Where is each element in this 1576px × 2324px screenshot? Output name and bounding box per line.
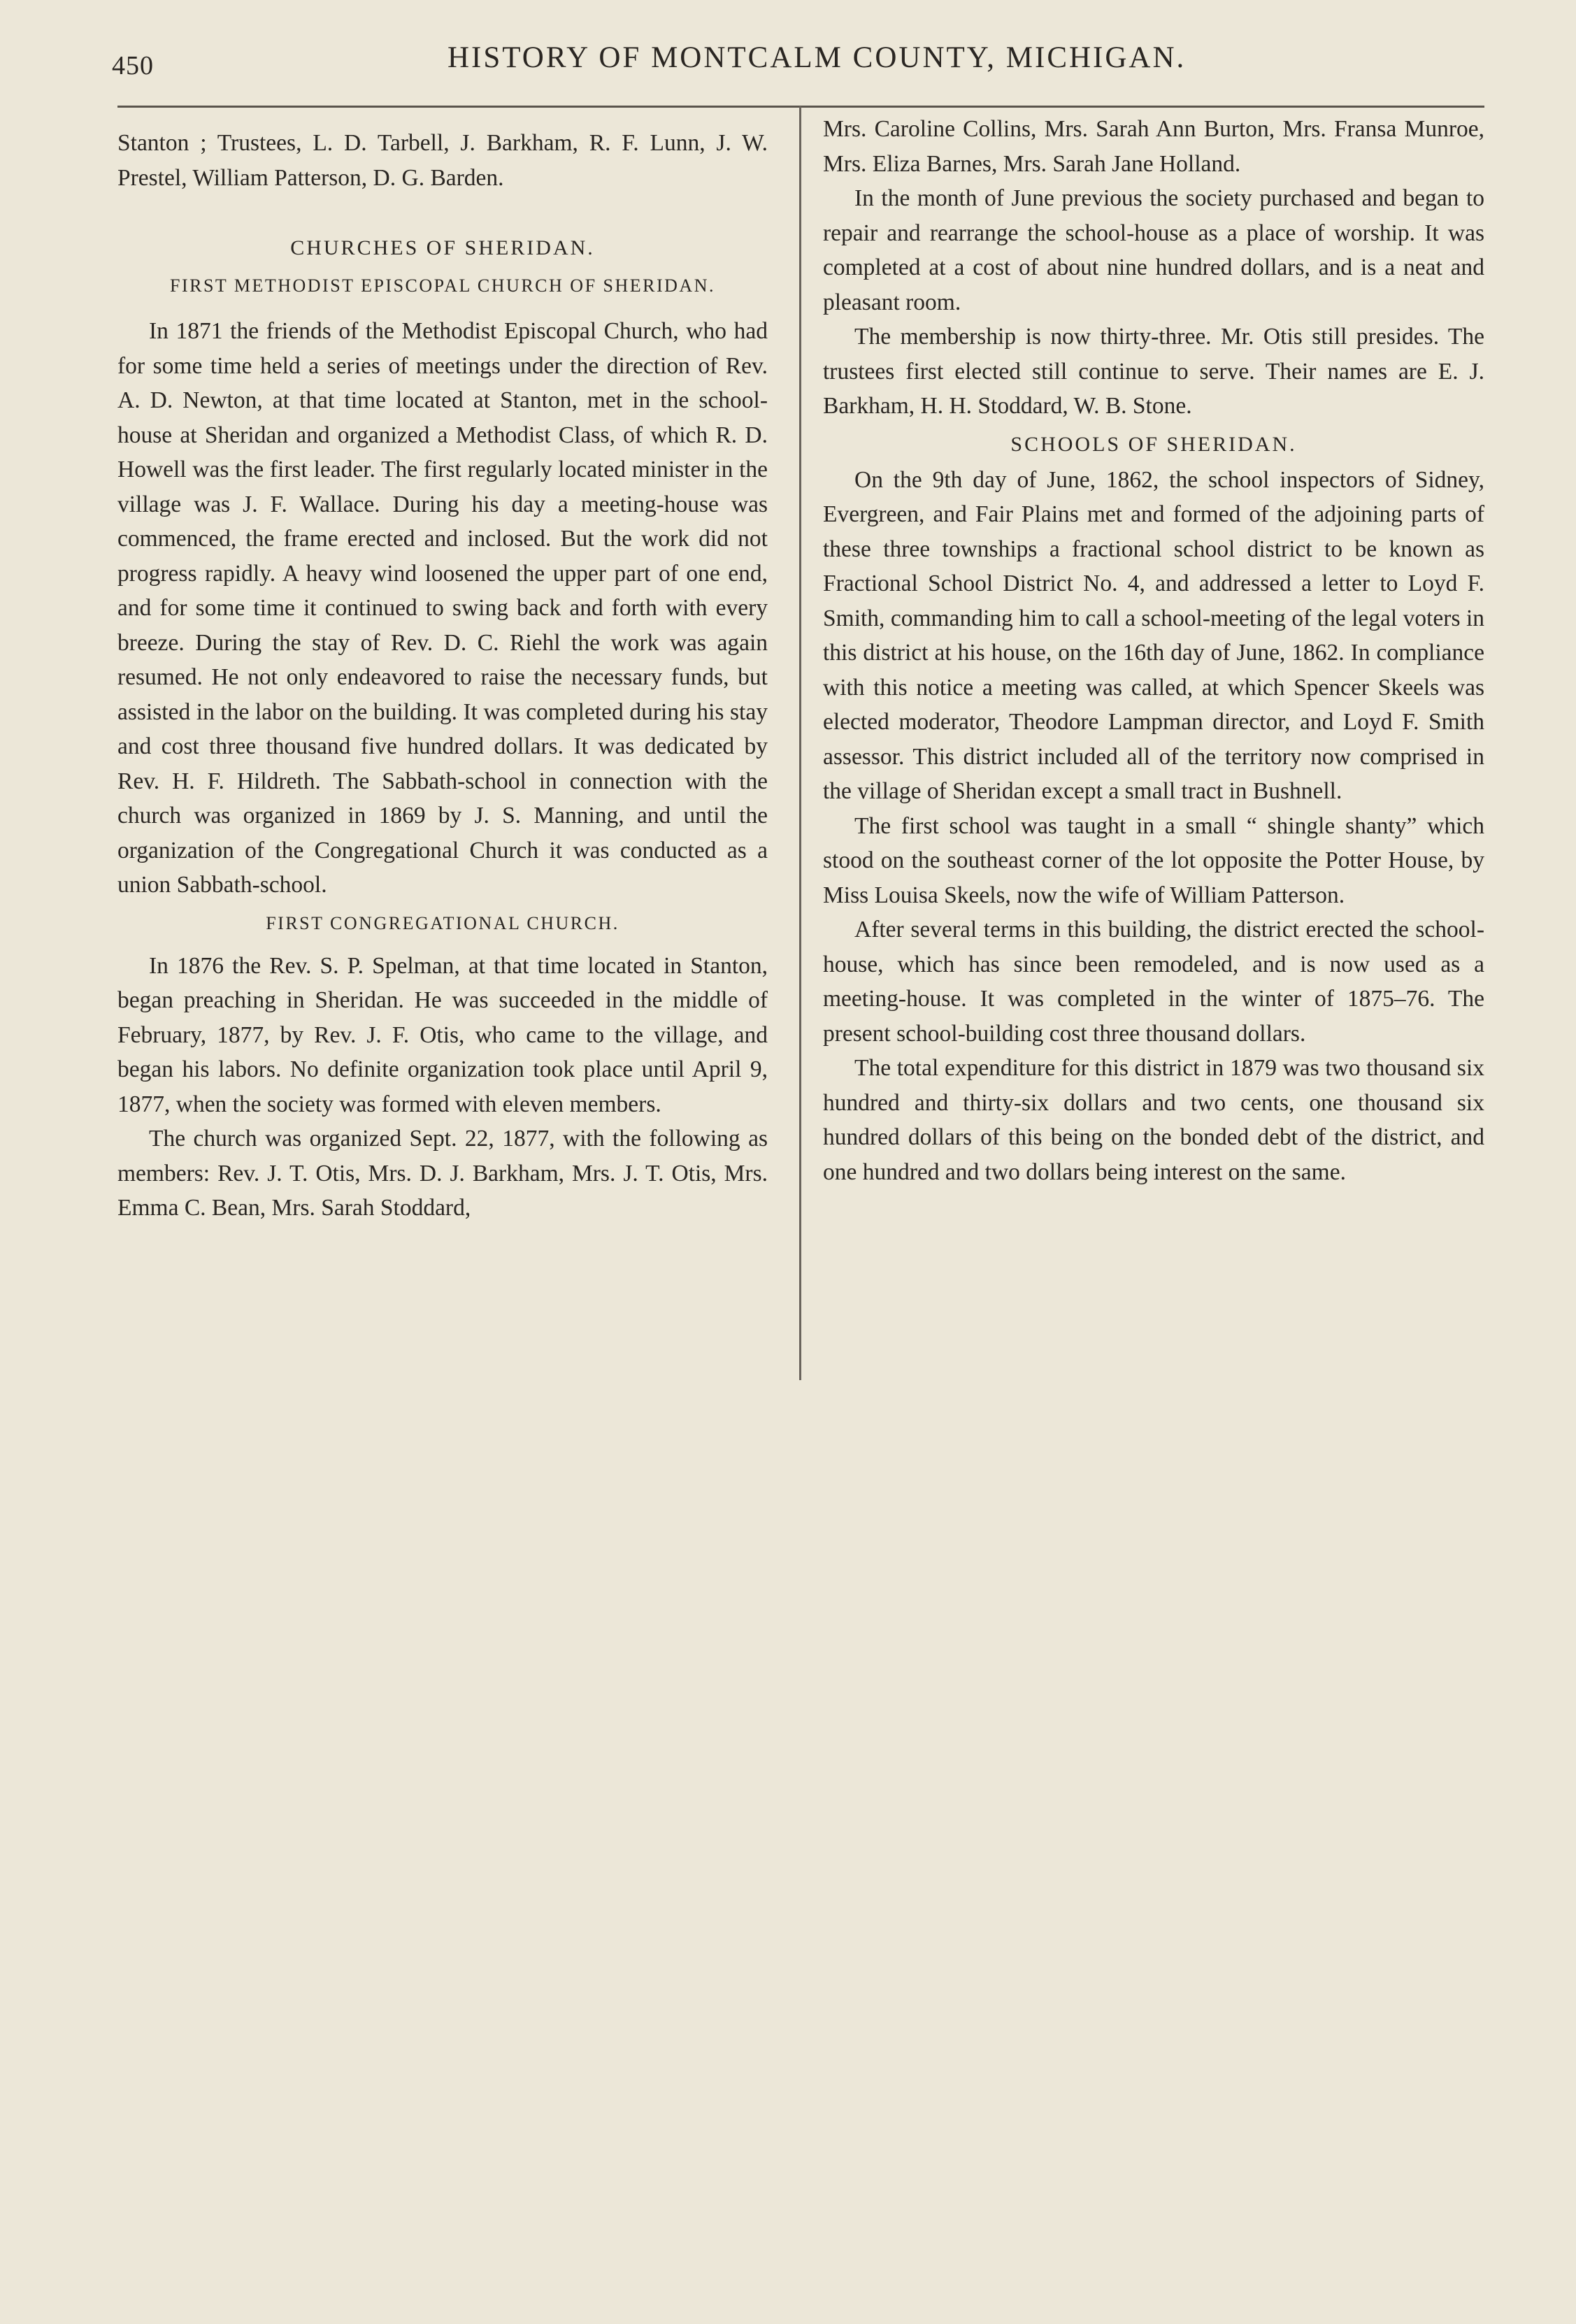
subheading-congregational: FIRST CONGREGATIONAL CHURCH.: [266, 912, 619, 933]
methodist-paragraph: In 1871 the friends of the Methodist Episcopal Church, who had for some time held a series of meetings under the direction of Rev. A. D. Newton, at that time located at Stanton, met in the school-house at Sheridan and organized a Methodist Class, of which R. D. Howell was the first leader. The first regularly located minister in the village was J. F. Wallace. During his day a meeting-house was commenced, the frame erected and inclosed. But the work did not progress rapidly. A heavy wind loosened the upper part of one end, and for some time it continued to swing back and forth with every breeze. During the stay of Rev. D. C. Riehl the work was again resumed. He not only endeavored to raise the necessary funds, but assisted in the labor on the building. It was completed during his stay and cost three thousand five hundred dollars. It was dedicated by Rev. H. F. Hildreth. The Sabbath-school in connection with the church was organized in 1869 by J. S. Manning, and until the organization of the Congregational Church it was conducted as a union Sabbath-school.: [117, 318, 768, 898]
schools-paragraph-1: On the 9th day of June, 1862, the school inspectors of Sidney, Evergreen, and Fair Plains met and formed of the adjoining parts of these three townships a fractional school district to be known as Fractional School District No. 4, and addressed a letter to Loyd F. Smith, commanding him to call a school-meeting of the legal voters in this district at his house, on the 16th day of June, 1862. In compliance with this notice a meeting was called, at which Spencer Skeels was elected moderator, Theodore Lampman director, and Loyd F. Smith assessor. This district included all of the territory now comprised in the village of Sheridan except a small tract in Bushnell.: [823, 466, 1484, 804]
june-paragraph: In the month of June previous the society purchased and began to repair and rearrange the school-house as a place of worship. It was completed at a cost of about nine hundred dollars, and is a neat and pleasant room.: [823, 185, 1484, 315]
members-continuation: Mrs. Caroline Collins, Mrs. Sarah Ann Burton, Mrs. Fransa Munroe, Mrs. Eliza Barnes, Mrs. Sarah Jane Holland.: [823, 116, 1484, 177]
congregational-paragraph-1: In 1876 the Rev. S. P. Spelman, at that time located in Stanton, began preaching in Sheridan. He was succeeded in the middle of February, 1877, by Rev. J. F. Otis, who came to the village, and began his labors. No definite organization took place until April 9, 1877, when the society was formed with eleven members.: [117, 952, 768, 1117]
schools-paragraph-4: The total expenditure for this district in 1879 was two thousand six hundred and thirty-six dollars and two cents, one thousand six hundred dollars of this being on the bonded debt of the district, and one hundred and two dollars being interest on the same.: [823, 1055, 1484, 1185]
page-number: 450: [112, 51, 154, 80]
trustees-paragraph: Stanton ; Trustees, L. D. Tarbell, J. Barkham, R. F. Lunn, J. W. Prestel, William Patterson, D. G. Barden.: [117, 130, 768, 191]
congregational-paragraph-2: The church was organized Sept. 22, 1877, with the following as members: Rev. J. T. Otis, Mrs. D. J. Barkham, Mrs. J. T. Otis, Mrs. Emma C. Bean, Mrs. Sarah Stoddard,: [117, 1126, 768, 1221]
section-heading-schools: SCHOOLS OF SHERIDAN.: [1010, 432, 1297, 456]
schools-paragraph-3: After several terms in this building, the district erected the school-house, which has since been remodeled, and is now used as a meeting-house. It was completed in the winter of 1875–76. The present school-building cost three thousand dollars.: [823, 917, 1484, 1047]
right-column: [823, 112, 1484, 1189]
running-head: HISTORY OF MONTCALM COUNTY, MICHIGAN.: [447, 41, 1187, 74]
left-column: [117, 126, 768, 1226]
membership-paragraph: The membership is now thirty-three. Mr. Otis still presides. The trustees first elected still continue to serve. Their names are E. J. Barkham, H. H. Stoddard, W. B. Stone.: [823, 324, 1484, 419]
column-divider: [799, 106, 801, 1380]
section-heading-churches: CHURCHES OF SHERIDAN.: [290, 236, 595, 259]
subheading-methodist: FIRST METHODIST EPISCOPAL CHURCH OF SHERIDAN.: [170, 275, 715, 296]
schools-paragraph-2: The first school was taught in a small “ shingle shanty” which stood on the southeast corner of the lot opposite the Potter House, by Miss Louisa Skeels, now the wife of William Patterson.: [823, 812, 1484, 908]
